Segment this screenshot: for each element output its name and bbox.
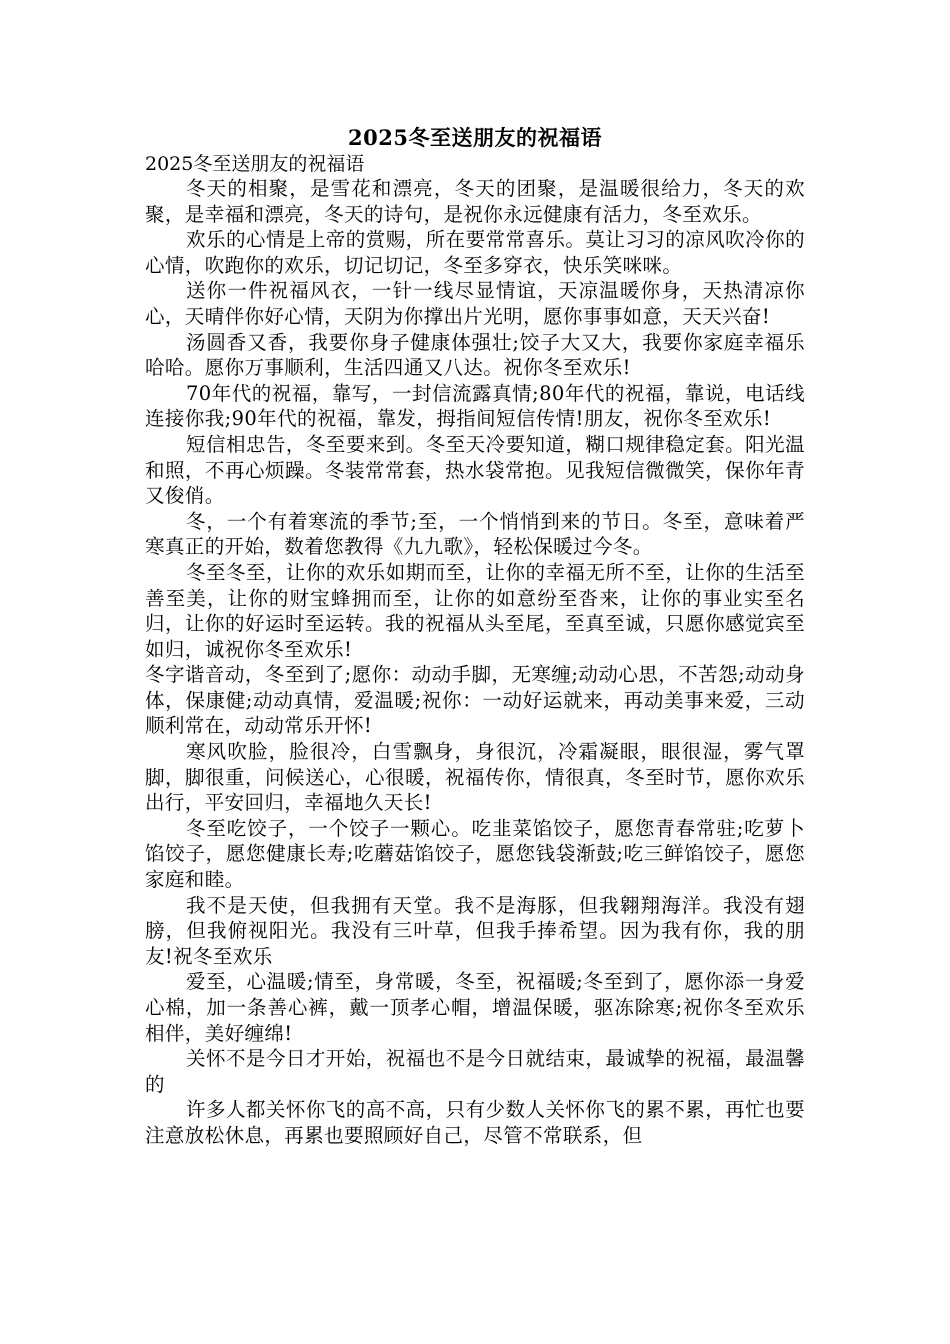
- paragraph: 冬字谐音动，冬至到了;愿你：动动手脚，无寒缠;动动心思，不苦怨;动动身体，保康健;动动真情，爱温暖;祝你：一动好运就来，再动美事来爱，三动顺利常在，动动常乐开怀!: [145, 663, 805, 738]
- document-page: [145, 124, 805, 1149]
- paragraph: 寒风吹脸，脸很冷，白雪飘身，身很沉，冷霜凝眼，眼很湿，雾气罩脚，脚很重，问候送心，心很暖，祝福传你，情很真，冬至时节，愿你欢乐出行，平安回归，幸福地久天长!: [145, 740, 805, 815]
- paragraph: 汤圆香又香，我要你身子健康体强壮;饺子大又大，我要你家庭幸福乐哈哈。愿你万事顺利，生活四通又八达。祝你冬至欢乐!: [145, 330, 805, 380]
- paragraph: 送你一件祝福风衣，一针一线尽显情谊，天凉温暖你身，天热清凉你心，天晴伴你好心情，天阴为你撑出片光明，愿你事事如意，天天兴奋!: [145, 279, 805, 328]
- document-title: 2025冬至送朋友的祝福语: [348, 125, 602, 150]
- paragraph: 短信相忠告，冬至要来到。冬至天冷要知道，糊口规律稳定套。阳光温和照，不再心烦躁。冬装常常套，热水袋常抱。见我短信微微笑，保你年青又俊俏。: [145, 432, 805, 508]
- paragraph: 冬，一个有着寒流的季节;至，一个悄悄到来的节日。冬至，意味着严寒真正的开始，数着您教得《九九歌》，轻松保暖过今冬。: [145, 509, 805, 559]
- paragraph: 冬至吃饺子，一个饺子一颗心。吃韭菜馅饺子，愿您青春常驻;吃萝卜馅饺子，愿您健康长寿;吃蘑菇馅饺子，愿您钱袋渐鼓;吃三鲜馅饺子，愿您家庭和睦。: [145, 816, 805, 892]
- paragraph: 欢乐的心情是上帝的赏赐，所在要常常喜乐。莫让习习的凉风吹冷你的心情，吹跑你的欢乐，切记切记，冬至多穿衣，快乐笑咪咪。: [145, 228, 805, 277]
- paragraph: 冬天的相聚，是雪花和漂亮，冬天的团聚，是温暖很给力，冬天的欢聚，是幸福和漂亮，冬天的诗句，是祝你永远健康有活力，冬至欢乐。: [145, 177, 805, 226]
- paragraph: 许多人都关怀你飞的高不高，只有少数人关怀你飞的累不累，再忙也要注意放松休息，再累也要照顾好自己，尽管不常联系，但: [145, 1098, 805, 1147]
- paragraph: 爱至，心温暖;情至，身常暖，冬至，祝福暖;冬至到了，愿你添一身爱心棉，加一条善心裤，戴一顶孝心帽，增温保暖，驱冻除寒;祝你冬至欢乐相伴，美好缠绵!: [145, 970, 805, 1045]
- paragraph: 我不是天使，但我拥有天堂。我不是海豚，但我翱翔海洋。我没有翅膀，但我俯视阳光。我没有三叶草，但我手捧希望。因为我有你，我的朋友!祝冬至欢乐: [145, 893, 805, 968]
- paragraph: 冬至冬至，让你的欢乐如期而至，让你的幸福无所不至，让你的生活至善至美，让你的财宝蜂拥而至，让你的如意纷至沓来，让你的事业实至名归，让你的好运时至运转。我的祝福从头至尾，至真至诚，只愿你感觉宾至如归，诚祝你冬至欢乐!: [145, 560, 805, 661]
- paragraph: 70年代的祝福，靠写，一封信流露真情;80年代的祝福，靠说，电话线连接你我;90年代的祝福，靠发，拇指间短信传情!朋友，祝你冬至欢乐!: [145, 381, 805, 431]
- paragraph: 关怀不是今日才开始，祝福也不是今日就结束，最诚挚的祝福，最温馨的: [145, 1047, 805, 1096]
- document-subtitle: 2025冬至送朋友的祝福语: [145, 153, 365, 175]
